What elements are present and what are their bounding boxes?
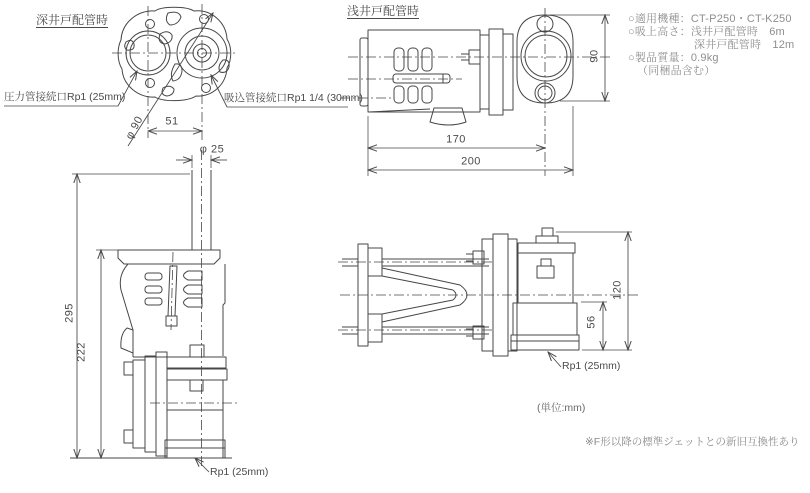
pump-side-view-shallow bbox=[340, 8, 612, 176]
deep-well-title: 深井戸配管時 bbox=[36, 13, 109, 27]
pump-front-elevation bbox=[70, 150, 237, 472]
dim-total-height-side: 120 bbox=[611, 280, 624, 300]
spec-line-suction-lift: ○吸上高さ：浅井戸配管時 6m bbox=[628, 26, 785, 38]
dim-total-length: 200 bbox=[461, 155, 481, 168]
unit-note: (単位:mm) bbox=[537, 402, 586, 414]
pressure-port-label: 圧力管接続口Rp1 (25mm) bbox=[4, 91, 126, 103]
dim-port-distance: 51 bbox=[165, 115, 179, 128]
pump-side-elevation bbox=[338, 228, 638, 367]
spec-line-model: ○適用機種：CT-P250・CT-K250 bbox=[628, 13, 792, 25]
side-port-label: Rp1 (25mm) bbox=[562, 360, 621, 372]
spec-line-deep-well: 深井戸配管時 12m bbox=[694, 39, 795, 51]
spec-line-weight: ○製品質量：0.9kg bbox=[628, 52, 719, 64]
compatibility-footnote: ※F形以降の標準ジェットとの新旧互換性あり bbox=[585, 436, 800, 448]
spec-line-included: （同梱品含む） bbox=[637, 65, 716, 77]
dim-port-height: 56 bbox=[585, 315, 598, 329]
shallow-well-title: 浅井戸配管時 bbox=[347, 4, 420, 18]
dim-flange-diameter: φ 90 bbox=[123, 114, 146, 142]
front-port-label: Rp1 (25mm) bbox=[210, 466, 269, 478]
dim-body-length: 170 bbox=[446, 133, 466, 146]
dim-total-height-front: 295 bbox=[63, 303, 76, 323]
dim-flange-width: 90 bbox=[588, 49, 601, 63]
suction-port-label: 吸込管接続口Rp1 1/4 (30mm) bbox=[224, 92, 363, 104]
dim-body-height-front: 222 bbox=[75, 342, 88, 362]
dim-pipe-diameter: φ 25 bbox=[199, 143, 225, 156]
